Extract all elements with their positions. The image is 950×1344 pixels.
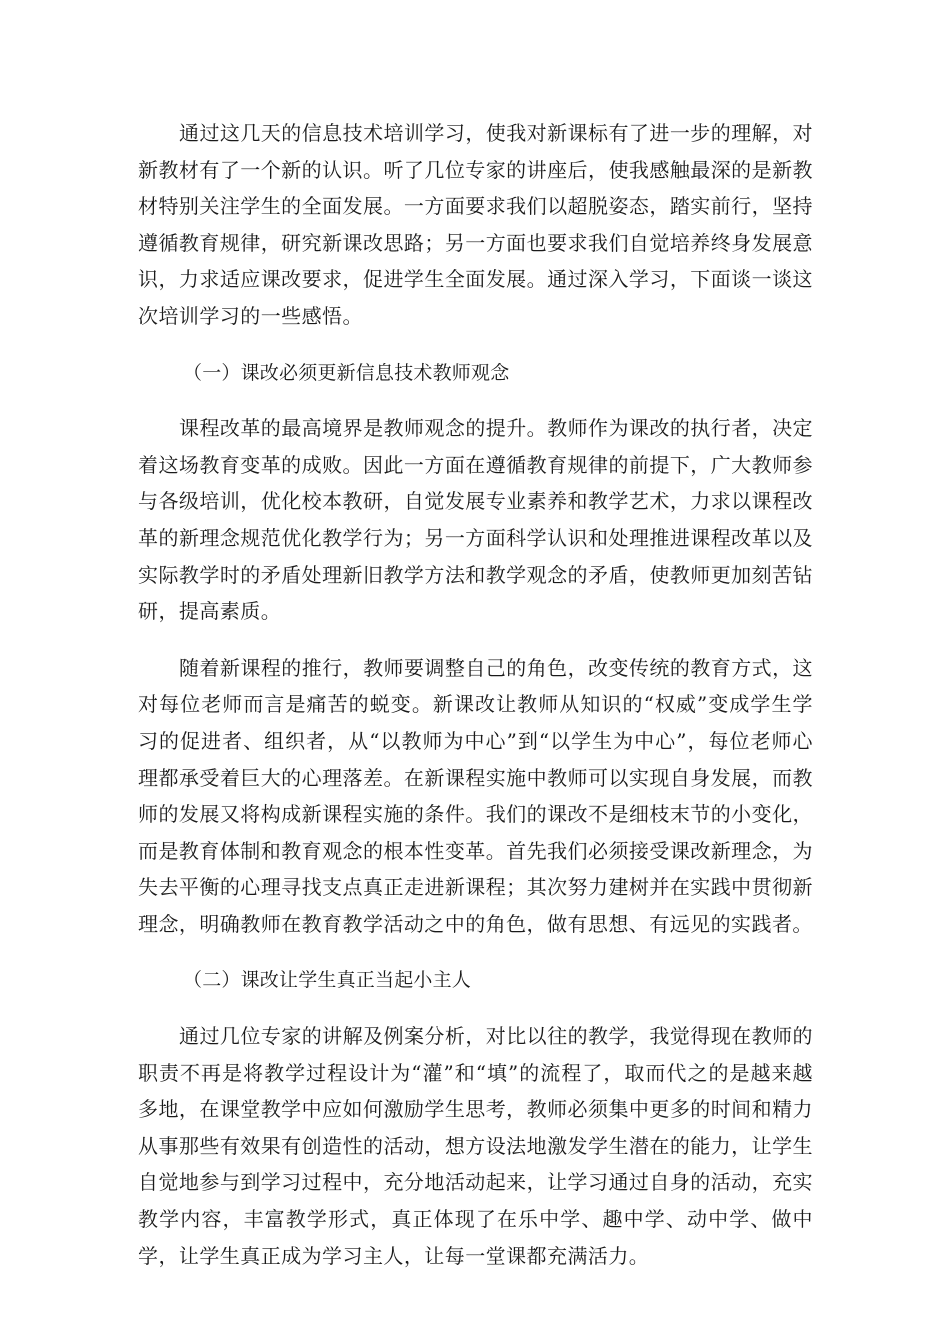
section-1-heading: （一）课改必须更新信息技术教师观念 xyxy=(183,361,510,384)
section-1-paragraph-2: 随着新课程的推行，教师要调整自己的角色，改变传统的教育方式，这对每位老师而言是痛苦的蜕变。新课改让教师从知识的“权威”变成学生学习的促进者、组织者，从“以教师为中心”到“以学生为中心”，每位老师心理都承受着巨大的心理落差。在新课程实施中教师可以实现自身发展，而教师的发展又将构成新课程实施的条件。我们的课改不是细枝末节的小变化，而是教育体制和教育观念的根本性变革。首先我们必须接受课改新理念，为失去平衡的心理寻找支点真正走进新课程；其次努力建树并在实践中贯彻新理念，明确教师在教育教学活动之中的角色，做有思想、有远见的实践者。 xyxy=(138,655,813,936)
section-2-heading: （二）课改让学生真正当起小主人 xyxy=(183,969,472,992)
intro-paragraph: 通过这几天的信息技术培训学习，使我对新课标有了进一步的理解，对新教材有了一个新的认识。听了几位专家的讲座后，使我感触最深的是新教材特别关注学生的全面发展。一方面要求我们以超脱姿态，踏实前行，坚持遵循教育规律，研究新课改思路；另一方面也要求我们自觉培养终身发展意识，力求适应课改要求，促进学生全面发展。通过深入学习，下面谈一谈这次培训学习的一些感悟。 xyxy=(138,121,813,328)
document-body xyxy=(138,115,813,1274)
section-2-paragraph-1: 通过几位专家的讲解及例案分析，对比以往的教学，我觉得现在教师的职责不再是将教学过程设计为“灌”和“填”的流程了，取而代之的是越来越多地，在课堂教学中应如何激励学生思考，教师必须集中更多的时间和精力从事那些有效果有创造性的活动，想方设法地激发学生潜在的能力，让学生自觉地参与到学习过程中，充分地活动起来，让学习通过自身的活动，充实教学内容，丰富教学形式，真正体现了在乐中学、趣中学、动中学、做中学，让学生真正成为学习主人，让每一堂课都充满活力。 xyxy=(138,1024,813,1268)
section-1-paragraph-1: 课程改革的最高境界是教师观念的提升。教师作为课改的执行者，决定着这场教育变革的成败。因此一方面在遵循教育规律的前提下，广大教师参与各级培训，优化校本教研，自觉发展专业素养和教学艺术，力求以课程改革的新理念规范优化教学行为；另一方面科学认识和处理推进课程改革以及实际教学时的矛盾处理新旧教学方法和教学观念的矛盾，使教师更加刻苦钻研，提高素质。 xyxy=(138,416,813,624)
